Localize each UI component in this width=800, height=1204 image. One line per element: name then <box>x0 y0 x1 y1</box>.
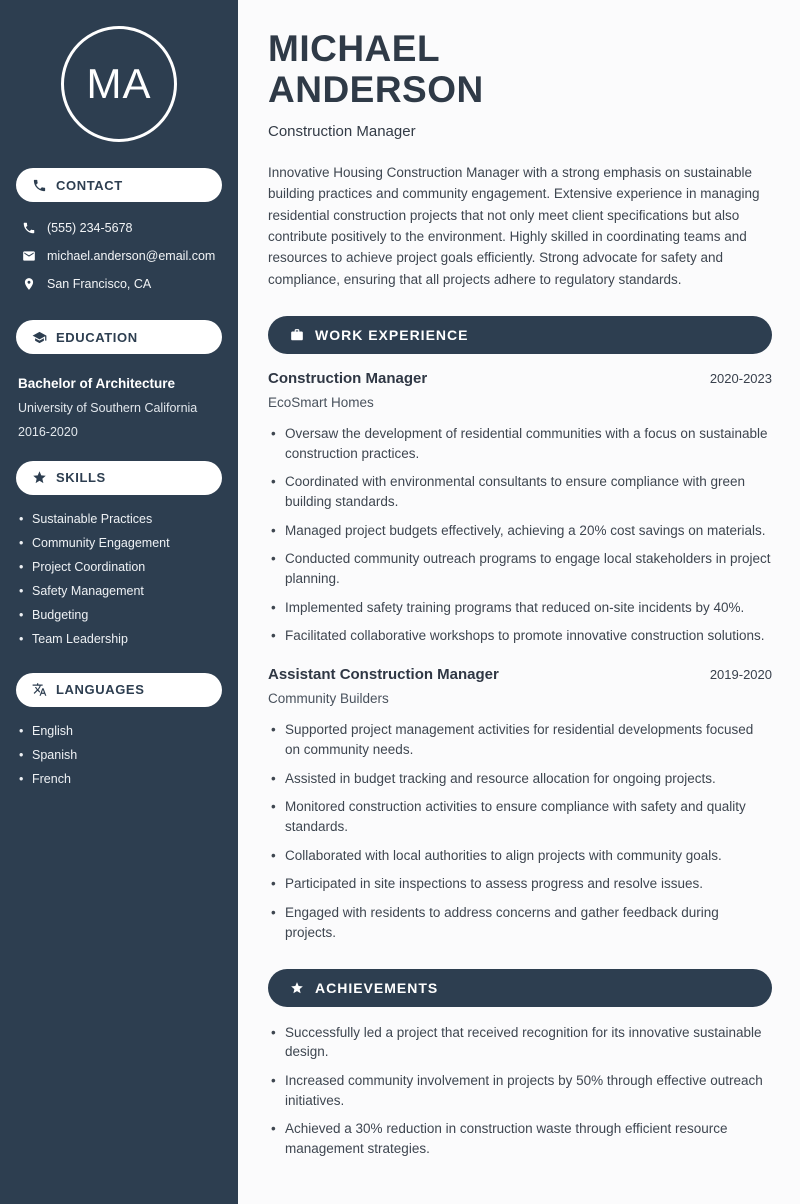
skills-section-header <box>16 461 222 495</box>
job-dates: 2019-2020 <box>709 667 772 683</box>
language-item: • French <box>18 767 220 791</box>
contact-location-value: San Francisco, CA <box>47 277 152 291</box>
languages-list <box>16 719 222 791</box>
work-experience-section-header <box>268 316 772 354</box>
job-company: EcoSmart Homes <box>268 394 374 410</box>
star-icon <box>32 470 47 485</box>
sidebar <box>0 0 238 1204</box>
skills-list <box>16 507 222 651</box>
job-bullet: • Coordinated with environmental consultants to ensure compliance with green building standards. <box>268 472 772 511</box>
education-entry <box>16 366 222 439</box>
language-item: • Spanish <box>18 743 220 767</box>
job-bullet: • Collaborated with local authorities to align projects with community goals. <box>268 846 772 866</box>
skill-item: • Project Coordination <box>18 555 220 579</box>
job-bullet: • Monitored construction activities to ensure compliance with safety and quality standards. <box>268 797 772 836</box>
work-experience-section-label: WORK EXPERIENCE <box>315 326 469 343</box>
job-header <box>268 370 772 387</box>
job-company: Community Builders <box>268 691 389 707</box>
job-bullet: • Oversaw the development of residential communities with a focus on sustainable construction practices. <box>268 424 772 463</box>
education-degree: Bachelor of Architecture <box>18 376 176 391</box>
achievement-bullet: • Increased community involvement in projects by 50% through effective outreach initiatives. <box>268 1071 772 1110</box>
contact-section-header <box>16 168 222 202</box>
skills-section-label: SKILLS <box>56 470 106 486</box>
job-bullet: • Conducted community outreach programs to engage local stakeholders in project planning. <box>268 549 772 588</box>
location-pin-icon <box>22 277 36 291</box>
candidate-first-name: MICHAEL <box>268 28 441 69</box>
graduation-cap-icon <box>32 330 47 345</box>
achievements-section-label: ACHIEVEMENTS <box>315 979 439 996</box>
avatar <box>61 26 177 142</box>
job-bullet-list <box>268 424 772 646</box>
job-dates: 2020-2023 <box>709 370 772 386</box>
skill-item: • Budgeting <box>18 603 220 627</box>
job-bullet: • Managed project budgets effectively, achieving a 20% cost savings on materials. <box>268 521 772 541</box>
job-bullet: • Engaged with residents to address concerns and gather feedback during projects. <box>268 903 772 942</box>
job-entry <box>268 666 772 942</box>
job-bullet: • Implemented safety training programs that reduced on-site incidents by 40%. <box>268 598 772 618</box>
job-bullet: • Supported project management activities for residential developments focused on community needs. <box>268 720 772 759</box>
candidate-title: Construction Manager <box>268 122 416 140</box>
skill-item: • Team Leadership <box>18 627 220 651</box>
contact-phone-value: (555) 234-5678 <box>47 221 133 235</box>
languages-section-label: LANGUAGES <box>56 682 145 698</box>
contact-section-label: CONTACT <box>56 177 123 193</box>
contact-email-value: michael.anderson@email.com <box>47 249 216 263</box>
education-section-header <box>16 320 222 354</box>
skill-item: • Safety Management <box>18 579 220 603</box>
phone-icon <box>22 221 36 235</box>
contact-email <box>16 242 222 270</box>
languages-section-header <box>16 673 222 707</box>
envelope-icon <box>22 249 36 263</box>
star-icon <box>290 981 304 995</box>
contact-phone <box>16 214 222 242</box>
briefcase-icon <box>290 328 304 342</box>
education-years: 2016-2020 <box>18 424 78 439</box>
job-bullet: • Assisted in budget tracking and resource allocation for ongoing projects. <box>268 769 772 789</box>
job-bullet: • Participated in site inspections to assess progress and resolve issues. <box>268 874 772 894</box>
avatar-initials: MA <box>86 60 152 107</box>
skill-item: • Sustainable Practices <box>18 507 220 531</box>
job-header <box>268 666 772 683</box>
job-bullet-list <box>268 720 772 942</box>
profile-summary: Innovative Housing Construction Manager with a strong emphasis on sustainable building practices and community engagement. Extensive experience in managing residential construction projects that not only meet client specifications but also contribute positively to the environment. Highly skilled in coordinating teams and resources to achieve project goals efficiently. Strong advocate for safety and compliance, ensuring that all projects adhere to regulatory standards. <box>268 164 760 287</box>
contact-location <box>16 270 222 298</box>
job-title: Assistant Construction Manager <box>268 666 499 684</box>
phone-icon <box>32 178 47 193</box>
education-school: University of Southern California <box>18 401 198 415</box>
achievement-bullet: • Successfully led a project that received recognition for its innovative sustainable design. <box>268 1023 772 1062</box>
translate-icon <box>32 682 47 697</box>
candidate-last-name: ANDERSON <box>268 69 484 111</box>
education-section-label: EDUCATION <box>56 329 138 345</box>
candidate-name <box>268 28 772 111</box>
language-item: • English <box>18 719 220 743</box>
achievements-section-header <box>268 969 772 1007</box>
job-entry <box>268 370 772 646</box>
main-content <box>238 0 800 1204</box>
job-title: Construction Manager <box>268 369 428 387</box>
job-bullet: • Facilitated collaborative workshops to promote innovative construction solutions. <box>268 626 772 646</box>
achievement-bullet: • Achieved a 30% reduction in construction waste through efficient resource management strategies. <box>268 1119 772 1158</box>
achievements-list <box>268 1023 772 1159</box>
skill-item: • Community Engagement <box>18 531 220 555</box>
